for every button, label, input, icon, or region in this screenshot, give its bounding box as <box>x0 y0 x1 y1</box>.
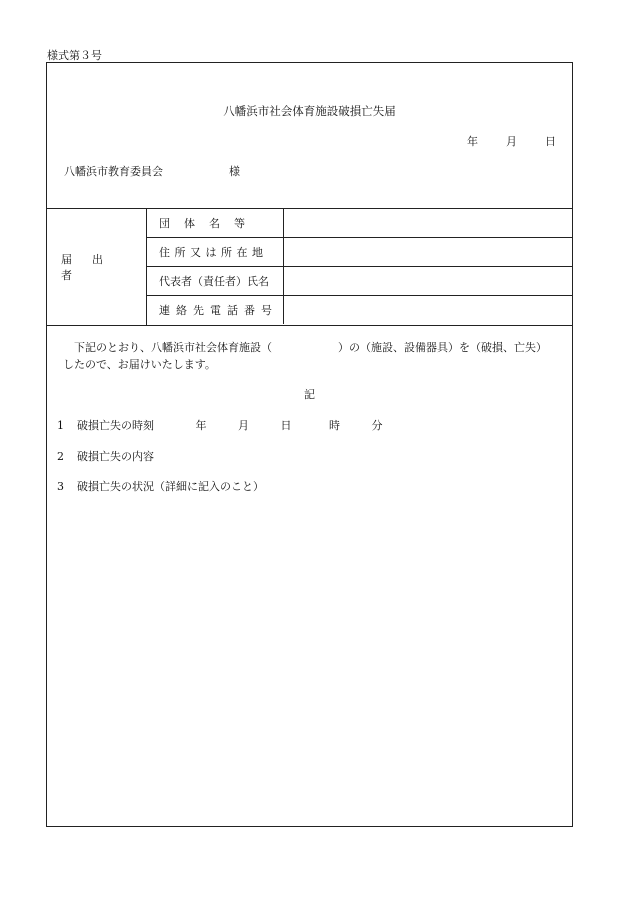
honorific: 様 <box>229 165 240 178</box>
address-label: 住所又は所在地 <box>147 237 284 266</box>
form-frame <box>46 62 573 827</box>
applicant-row-phone <box>147 295 572 324</box>
item-number: 1 <box>57 419 64 432</box>
item-label: 破損亡失の時刻 <box>77 419 154 432</box>
form-title: 八幡浜市社会体育施設破損亡失届 <box>223 104 396 118</box>
form-header-section <box>47 63 572 209</box>
phone-field[interactable] <box>284 295 572 324</box>
date-day-label: 日 <box>545 135 556 148</box>
item-situation <box>57 478 264 494</box>
statement-line-2: したので、お届けいたします。 <box>63 358 216 371</box>
item-content <box>57 448 154 464</box>
date-field[interactable] <box>467 133 556 149</box>
item-label: 破損亡失の状況（詳細に記入のこと） <box>77 480 264 493</box>
date-month-label: 月 <box>506 135 517 148</box>
representative-label: 代表者（責任者）氏名 <box>147 266 284 295</box>
addressee: 八幡浜市教育委員会 <box>64 165 163 178</box>
applicant-row-address <box>147 237 572 267</box>
applicant-rows <box>147 208 572 325</box>
applicant-label: 届出者 <box>47 208 147 325</box>
group-name-field[interactable] <box>284 208 572 237</box>
statement <box>63 339 558 373</box>
form-number: 様式第３号 <box>47 49 102 62</box>
time-month-label: 月 <box>238 419 249 432</box>
applicant-row-representative <box>147 266 572 296</box>
time-minute-label: 分 <box>371 419 383 432</box>
group-name-label: 団体名等 <box>147 208 284 237</box>
time-year-label: 年 <box>195 419 207 432</box>
time-day-label: 日 <box>280 419 292 432</box>
applicant-row-group-name <box>147 208 572 238</box>
time-fields[interactable] <box>196 417 383 433</box>
statement-line-1: 下記のとおり、八幡浜市社会体育施設（ ）の（施設、設備器具）を（破損、亡失） <box>74 341 547 354</box>
address-field[interactable] <box>284 237 572 266</box>
item-number: 2 <box>57 450 64 463</box>
date-year-label: 年 <box>467 135 478 148</box>
representative-field[interactable] <box>284 266 572 295</box>
item-time <box>57 417 383 433</box>
item-number: 3 <box>57 480 64 493</box>
phone-label: 連絡先電話番号 <box>147 295 284 324</box>
item-label: 破損亡失の内容 <box>77 450 154 463</box>
ki-heading: 記 <box>304 388 315 401</box>
time-hour-label: 時 <box>329 419 340 432</box>
applicant-section <box>47 208 572 326</box>
